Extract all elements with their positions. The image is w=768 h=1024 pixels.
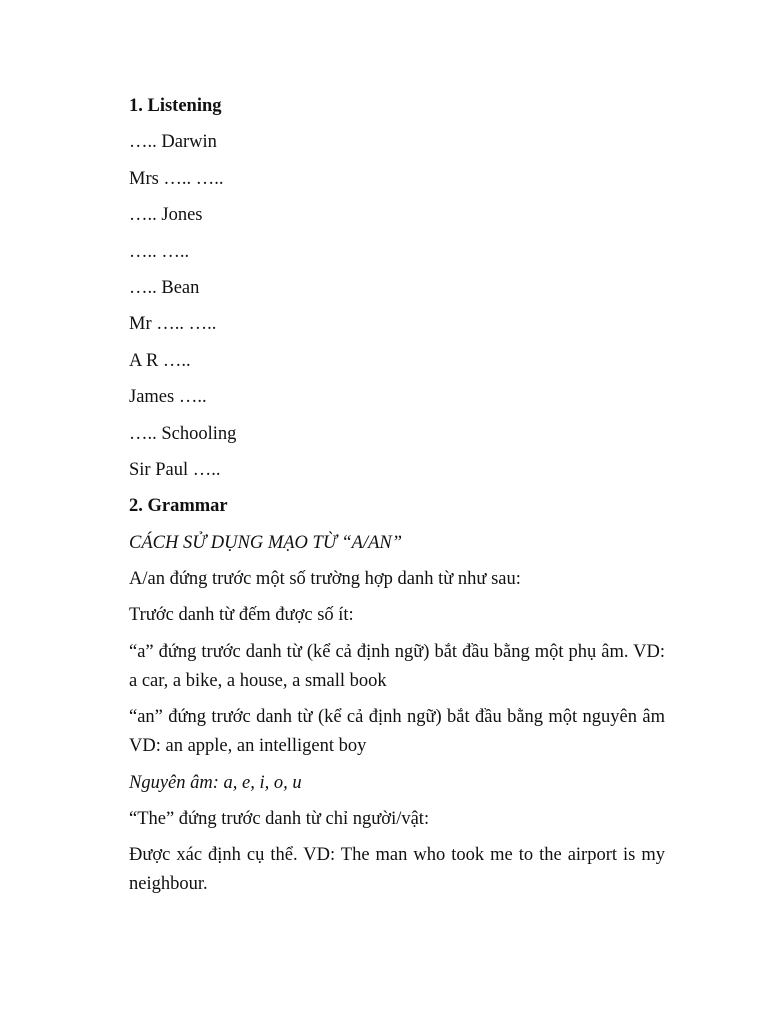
grammar-heading: 2. Grammar [129, 496, 228, 517]
document-page [129, 92, 665, 907]
listening-heading: 1. Listening [129, 96, 222, 116]
listening-item: ….. Schooling [129, 423, 237, 444]
grammar-intro: A/an đứng trước một số trường hợp danh từ như sau: [129, 569, 521, 590]
listening-item: Mrs ….. ….. [129, 168, 224, 189]
grammar-vowels-note: Nguyên âm: a, e, i, o, u [129, 772, 302, 793]
grammar-the-rule: Được xác định cụ thể. VD: The man who took me to the airport is my neighbour. [129, 845, 665, 895]
listening-item: James ….. [129, 387, 207, 408]
listening-item: ….. Jones [129, 205, 203, 226]
listening-item: A R ….. [129, 350, 191, 371]
grammar-rule-a: “a” đứng trước danh từ (kể cả định ngữ) bắt đầu bằng một phụ âm. VD: a car, a bike, a house, a small book [129, 641, 665, 691]
listening-item: ….. Bean [129, 277, 200, 298]
grammar-the-intro: “The” đứng trước danh từ chỉ người/vật: [129, 809, 430, 830]
grammar-rule-an: “an” đứng trước danh từ (kể cả định ngữ) bắt đầu bằng một nguyên âm VD: an apple, an intelligent boy [129, 707, 665, 757]
grammar-subheading: CÁCH SỬ DỤNG MẠO TỪ “A/AN” [129, 532, 403, 553]
grammar-rule-singular: Trước danh từ đếm được số ít: [129, 605, 354, 626]
listening-item: Mr ….. ….. [129, 314, 217, 335]
listening-item: ….. ….. [129, 241, 190, 262]
listening-item: ….. Darwin [129, 132, 217, 153]
listening-item: Sir Paul ….. [129, 459, 221, 480]
